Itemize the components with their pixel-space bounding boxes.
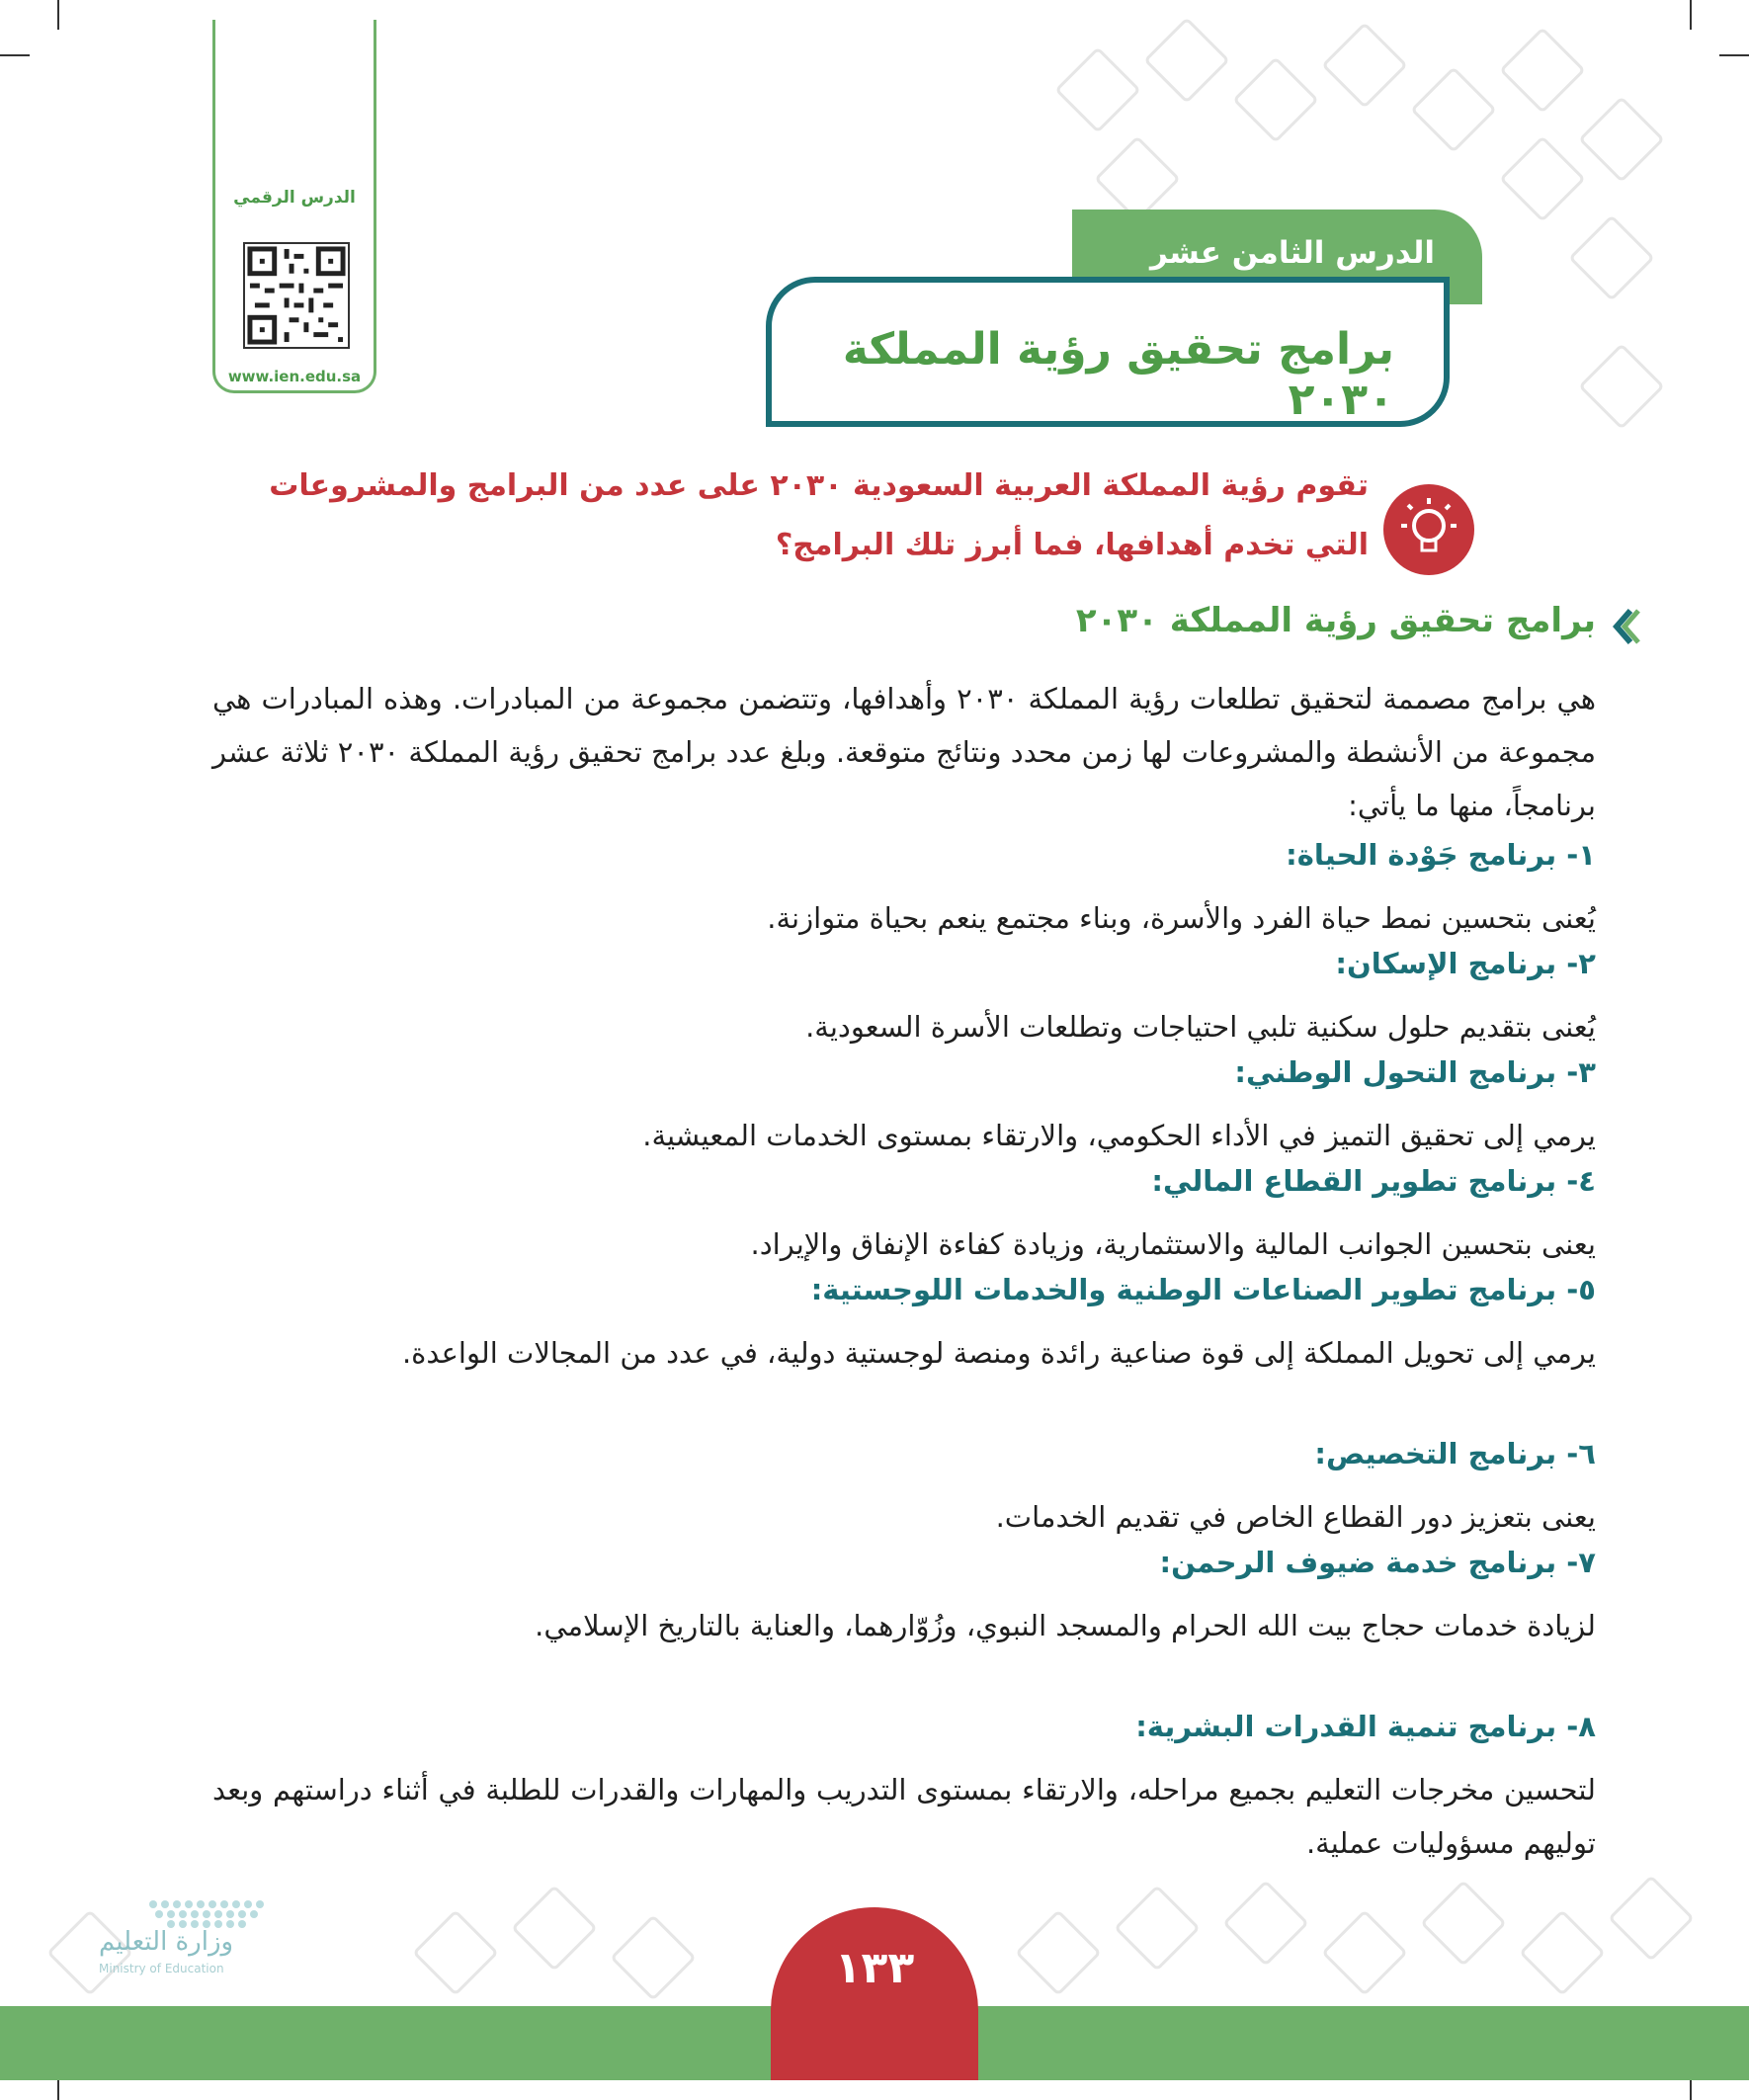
intro-paragraph: هي برامج مصممة لتحقيق تطلعات رؤية المملكة ٢٠٣٠ وأهدافها، وتتضمن مجموعة من المبادرات. وهذه المبادرات هي مجموعة من الأنشطة والمشروعات لها زمن محدد ونتائج متوقعة. وبلغ عدد برامج تحقيق رؤية المملكة ٢٠٣٠ ثلاثة عشر برنامجاً، منها ما يأتي:: [212, 682, 1596, 822]
digital-lesson-label: الدرس الرقمي: [233, 188, 356, 208]
crop-mark: [0, 54, 30, 56]
program-heading: ١- برنامج جَوْدة الحياة:: [1286, 838, 1596, 872]
lesson-title-box: [766, 277, 1450, 427]
program-heading: ٧- برنامج خدمة ضيوف الرحمن:: [1159, 1546, 1596, 1579]
program-text: يُعنى بتقديم حلول سكنية تلبي احتياجات وتطلعات الأسرة السعودية.: [805, 1010, 1596, 1044]
intro-line: تقوم رؤية المملكة العربية السعودية ٢٠٣٠ على عدد من البرامج والمشروعات: [269, 468, 1369, 503]
crop-mark: [57, 0, 59, 30]
chevron-left-icon: [1607, 607, 1640, 646]
intro-line: التي تخدم أهدافها، فما أبرز تلك البرامج؟: [775, 528, 1369, 562]
lightbulb-icon: [1383, 484, 1474, 575]
qr-code-icon[interactable]: [243, 242, 350, 349]
program-text: يرمي إلى تحقيق التميز في الأداء الحكومي، والارتقاء بمستوى الخدمات المعيشية.: [642, 1119, 1596, 1152]
program-heading: ٢- برنامج الإسكان:: [1335, 947, 1596, 980]
lesson-number-label: الدرس الثامن عشر: [1149, 235, 1435, 271]
crop-mark: [57, 2080, 59, 2100]
lesson-title: برامج تحقيق رؤية المملكة ٢٠٣٠: [842, 324, 1394, 425]
program-text: يرمي إلى تحويل المملكة إلى قوة صناعية رائدة ومنصة لوجستية دولية، في عدد من المجالات الواعدة.: [401, 1336, 1596, 1370]
program-text: يعنى بتعزيز دور القطاع الخاص في تقديم الخدمات.: [995, 1500, 1596, 1534]
program-heading: ٨- برنامج تنمية القدرات البشرية:: [1135, 1710, 1596, 1743]
website-link[interactable]: www.ien.edu.sa: [227, 368, 362, 385]
crop-mark: [1690, 2080, 1692, 2100]
intro-question: [183, 457, 1369, 575]
ministry-name: وزارة التعليم: [99, 1927, 234, 1957]
program-heading: ٦- برنامج التخصيص:: [1314, 1437, 1596, 1470]
page-number: ١٣٣: [834, 1943, 915, 1993]
section-heading: برامج تحقيق رؤية المملكة ٢٠٣٠: [1075, 601, 1596, 640]
program-heading: ٣- برنامج التحول الوطني:: [1234, 1055, 1596, 1089]
program-heading: ٥- برنامج تطوير الصناعات الوطنية والخدمات اللوجستية:: [810, 1273, 1596, 1306]
crop-mark: [1719, 54, 1749, 56]
crop-mark: [1690, 0, 1692, 30]
page-number-badge: [771, 1907, 978, 2080]
program-text: يُعنى بتحسين نمط حياة الفرد والأسرة، وبناء مجتمع ينعم بحياة متوازنة.: [767, 901, 1596, 935]
ministry-name-en: Ministry of Education: [99, 1962, 224, 1975]
digital-lesson-card[interactable]: [212, 20, 376, 393]
program-heading: ٤- برنامج تطوير القطاع المالي:: [1151, 1164, 1596, 1198]
program-text: لزيادة خدمات حجاج بيت الله الحرام والمسجد النبوي، وزُوّارهما، والعناية بالتاريخ الإسلامي.: [535, 1609, 1596, 1642]
program-text: يعنى بتحسين الجوانب المالية والاستثمارية، وزيادة كفاءة الإنفاق والإيراد.: [750, 1227, 1596, 1261]
program-text: لتحسين مخرجات التعليم بجميع مراحله، والارتقاء بمستوى التدريب والمهارات والقدرات للطلبة في أثناء دراستهم وبعد توليهم مسؤوليات عملية.: [212, 1773, 1596, 1860]
